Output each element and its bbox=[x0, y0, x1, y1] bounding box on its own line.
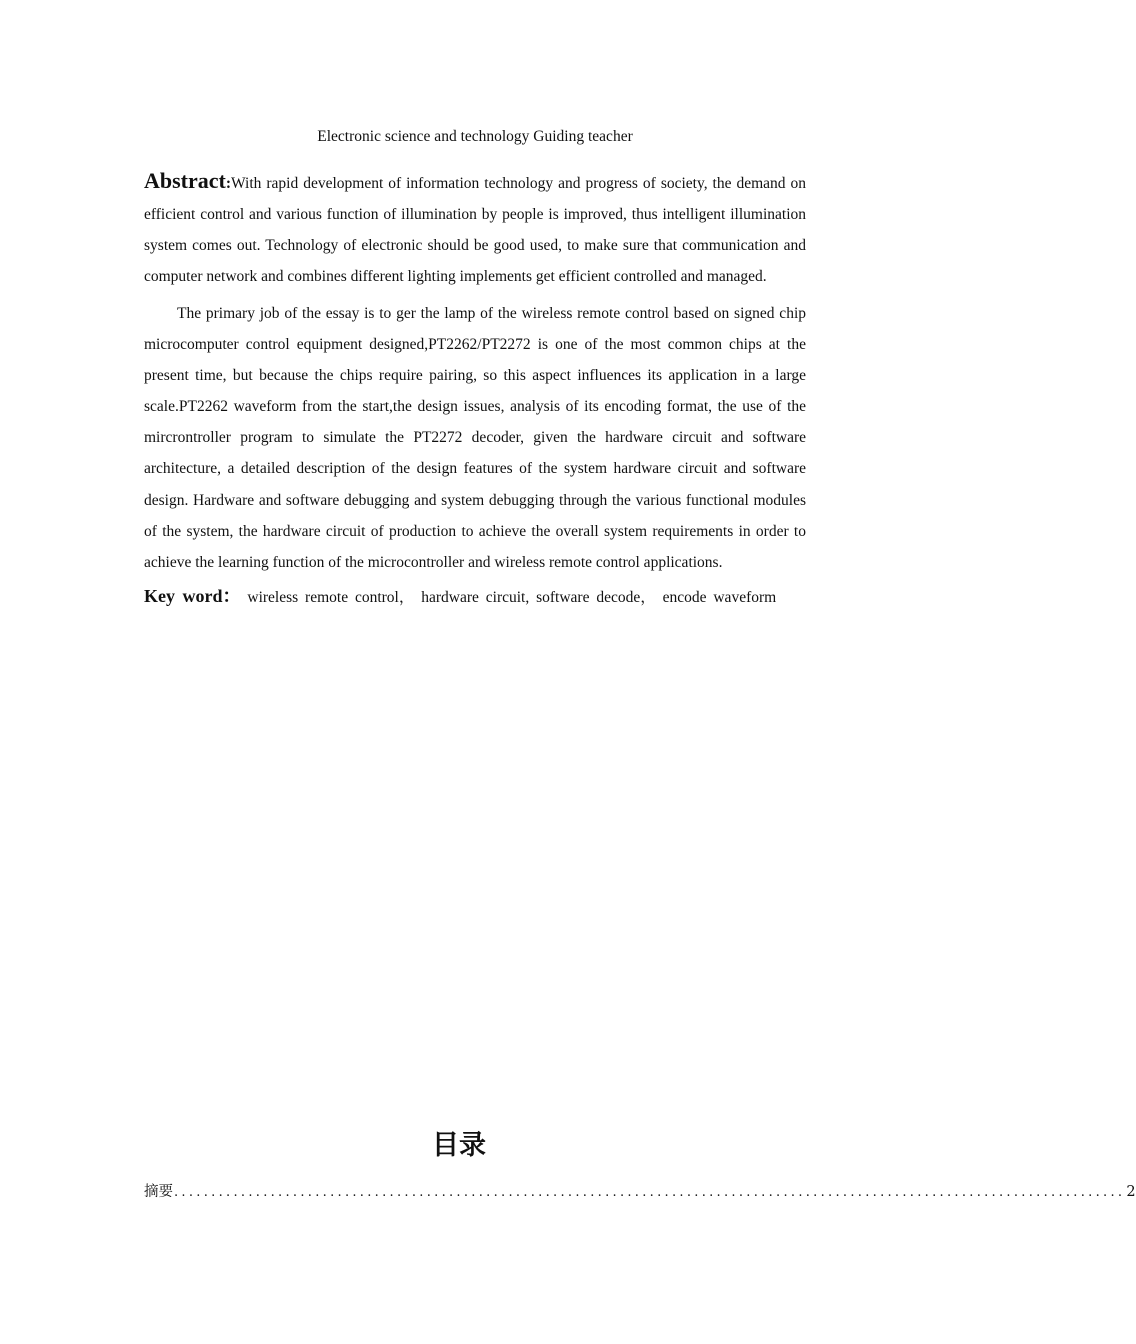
keywords-text: wireless remote control， hardware circuit, software decode， encode waveform bbox=[247, 588, 777, 606]
toc-title: 目录 bbox=[432, 1130, 486, 1161]
keywords-label: Key word： bbox=[144, 585, 241, 606]
toc-entry-leader-dots: ................................................................................................................................ bbox=[174, 1185, 1126, 1200]
abstract-colon: : bbox=[225, 175, 232, 192]
abstract-label: Abstract bbox=[144, 168, 226, 193]
toc-entry-page-number: 2 bbox=[1126, 1184, 1136, 1200]
abstract-paragraph-2: The primary job of the essay is to ger the lamp of the wireless remote control based on signed chip microcomputer control equipment designed,PT2262/PT2272 is one of the most common chips at the present time, but because the chips require pairing, so this aspect influences its application in a large scale.PT2262 waveform from the start,the design issues, analysis of its encoding format, the use of the mircrontroller program to simulate the PT2272 decoder, given the hardware circuit and software architecture, a detailed description of the design features of the system hardware circuit and software design. Hardware and software debugging and system debugging through the various functional modules of the system, the hardware circuit of production to achieve the overall system requirements in order to achieve the learning function of the microcontroller and wireless remote control applications. bbox=[144, 305, 806, 571]
header-line: Electronic science and technology Guiding teacher bbox=[317, 128, 633, 145]
abstract-text-1: With rapid development of information technology and progress of society, the demand on efficient control and various function of illumination by people is improved, thus intelligent illumination system comes out. Technology of electronic should be good used, to make sure that communication and computer network and combines different lighting implements get efficient controlled and managed. bbox=[144, 175, 806, 285]
abstract-section bbox=[144, 165, 806, 612]
abstract-paragraph-1 bbox=[144, 165, 806, 292]
toc-entry[interactable] bbox=[144, 1180, 1136, 1204]
keywords-line bbox=[144, 582, 806, 612]
toc-entry-label: 摘要 bbox=[144, 1184, 173, 1200]
